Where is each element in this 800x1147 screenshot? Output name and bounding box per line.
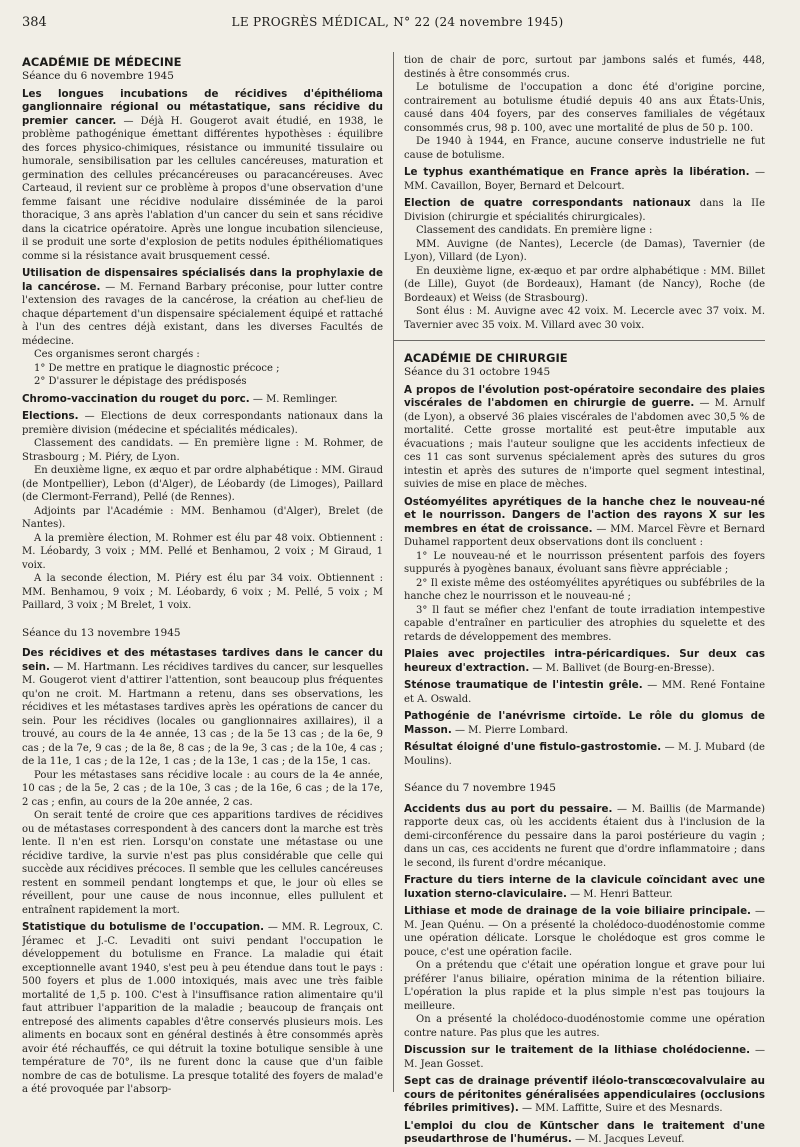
article-title: Pathogénie de l'anévrisme cirtoïde. Le rôle du glomus de Masson. [404,710,765,736]
article-title: Accidents dus au port du pessaire. [404,802,613,815]
paragraph: Sont élus : M. Auvigne avec 42 voix. M. Lecercle avec 37 voix. M. Tavernier avec 35 voix. M. Villard avec 30 voix. [404,306,765,331]
article [404,874,765,901]
paragraph: En deuxième ligne, ex-æquo et par ordre alphabétique : MM. Billet (de Lille), Guyot (de Bordeaux), Hamant (de Nancy), Roche (de Bordeaux) et Weiss (de Strasbourg). [404,265,765,304]
paragraph: On serait tenté de croire que ces apparitions tardives de récidives ou de métastases correspondent à des cancers dont la marche est très lente. Il n'en est rien. Lorsqu'on constate une métastase ou une récidive tardive, la survie n'est pas plus considérable que celle qui succède aux récidives précoces. Il semble que les cellules cancéreuses restent en sommeil pendant longtemps et que, le jour où elles se réveillent, pour une cause de nous inconnue, elles pullulent et entraînent rapidement la mort. [22,810,383,916]
right-column [393,54,765,1147]
paragraph: Classement des candidats. — En première ligne : M. Rohmer, de Strasbourg ; M. Piéry, de Lyon. [22,438,383,463]
article [22,647,383,769]
article-title: Discussion sur le traitement de la lithiase cholédocienne. [404,1044,751,1056]
article-text: — M. Jean Gosset. [404,1045,765,1070]
article [404,166,765,193]
left-column [22,54,393,1147]
article-title: Elections. [22,410,79,422]
article-text: — M. Jacques Leveuf. [574,1134,685,1145]
article-title: Ostéomyélites apyrétiques de la hanche chez le nouveau-né et le nourrisson. Dangers de l'action des rayons X sur les membres en état de croissance. [404,495,765,535]
article-title: Des récidives et des métastases tardives dans le cancer du sein. [22,647,383,673]
article-title: Les longues incubations de récidives d'épithélioma ganglionnaire régional ou métastatique, sans récidive du premier cancer. [22,87,383,127]
article-text: — MM. Marcel Fèvre et Bernard Duhamel rapportent deux observations dont ils concluent : [404,523,765,548]
article-title: Chromo-vaccination du rouget du porc. [22,392,250,405]
article-text: — M. Hartmann. Les récidives tardives du cancer, sur lesquelles M. Gougerot vient d'attirer l'attention, sont beaucoup plus fréquentes qu'on ne croit. M. Hartmann a retenu, dans ses observations, les récidives et les métastases tardives après les opérations de cancer du sein. Pour les récidives (locales ou ganglionnaires axillaires), il a trouvé, au cours de la 4e année, 13 cas ; de la 5e 13 cas ; de la 6e, 9 cas ; de la 7e, 9 cas ; de la 8e, 8 cas ; de la 9e, 3 cas ; de la 10e, 4 cas ; de la 11e, 1 cas ; de la 12e, 1 cas ; de la 13e, 1 cas ; de la 15e, 1 cas. [22,661,383,767]
article-text: — M. Pierre Lombard. [454,724,569,736]
section-divider [393,340,765,341]
article-text: — MM. Laffitte, Suire et des Mesnards. [522,1103,723,1114]
paragraph: Ces organismes seront chargés : [34,349,200,360]
seance-heading: Séance du 6 novembre 1945 [22,70,174,82]
article-title: L'emploi du clou de Küntscher dans le traitement d'une pseudarthrose de l'humérus. [404,1119,765,1145]
article-title: A propos de l'évolution post-opératoire secondaire des plaies viscérales de l'abdomen en chirurgie de guerre. [404,383,765,409]
seance-heading: Séance du 7 novembre 1945 [404,782,556,794]
paragraph: On a présenté la cholédoco-duodénostomie comme une opération contre nature. Pas plus que les autres. [404,1014,765,1039]
section-title-academie-chirurgie: ACADÉMIE DE CHIRURGIE [404,351,568,365]
article-title: Statistique du botulisme de l'occupation. [22,921,264,933]
article-text: — Déjà H. Gougerot avait étudié, en 1938, le problème pathogénique émettant différentes hypothèses : équilibre des forces physico-chimiques, résistance ou immunité tissulaire ou humorale, sensibilisation par les cellules cancéreuses, maturation et germination des cellules précancéreuses ou paracancéreuses. Avec Carteaud, il revient sur ce problème à propos d'une observation d'une femme faisant une récidive nodulaire disséminée de la paroi thoracique, 3 ans après l'ablation d'un cancer du sein et sans récidive dans la cicatrice opératoire. Après une longue incubation silencieuse, il se produit une sorte d'explosion de petits nodules épithéliomatiques comme si la résistance avait brusquement cessé. [22,115,383,262]
article-title: Sténose traumatique de l'intestin grêle. [404,679,643,691]
list-item: 2° Il existe même des ostéomyélites apyrétiques ou subfébriles de la hanche chez le nourrisson et le nouveau-né ; [404,577,765,602]
article [404,710,765,737]
article-title: Résultat éloigné d'une fistulo-gastrostomie. [404,741,662,753]
article-title: Fracture du tiers interne de la clavicule coïncidant avec une luxation sterno-claviculaire. [404,874,765,900]
article [22,393,383,407]
two-column-body [22,54,773,1147]
article [404,1044,765,1071]
article-text: — MM. Cavaillon, Boyer, Bernard et Delcourt. [404,167,765,192]
article-text: — MM. René Fontaine et A. Oswald. [404,680,765,705]
article [22,921,383,1097]
paragraph: De 1940 à 1944, en France, aucune conserve industrielle ne fut cause de botulisme. [404,136,765,161]
article-title: Utilisation de dispensaires spécialisés dans la prophylaxie de la cancérose. [22,267,383,293]
column-divider [393,52,394,1092]
section-title-academie-medecine: ACADÉMIE DE MÉDECINE [22,55,182,69]
article-text: — M. Jean Quénu. — On a présenté la cholédoco-duodénostomie comme une opération délicate. Lorsque le cholédoque est gros comme le pouce, c'est une opération facile. [404,906,765,958]
list-item: 1° Le nouveau-né et le nourrisson présentent parfois des foyers suppurés à pyogènes banaux, évoluant sans fièvre appréciable ; [404,550,765,575]
article [404,803,765,871]
article-text: — M. Fernand Barbary préconise, pour lutter contre l'extension des ravages de la cancérose, la création au chef-lieu de chaque département d'un dispensaire spécialement équipé et rattaché à l'un des centres déjà existant, dans les diverses Facultés de médecine. [22,281,383,347]
paragraph: Le botulisme de l'occupation a donc été d'origine porcine, contrairement au botulisme étudié depuis 40 ans aux États-Unis, causé dans 404 foyers, par des conserves familiales de végétaux consommés crus, 98 p. 100, avec une mortalité de plus de 50 p. 100. [404,82,765,134]
list-item: 1° De mettre en pratique le diagnostic précoce ; [34,362,280,374]
article [404,741,765,768]
article-text: dans la IIe Division (chirurgie et spécialités chirurgicales). [404,198,765,223]
article [404,384,765,492]
paragraph: A la première élection, M. Rohmer est élu par 48 voix. Obtiennent : M. Léobardy, 3 voix ; MM. Pellé et Benhamou, 2 voix ; M Giraud, 1 voix. [22,532,383,571]
paragraph: Adjoints par l'Académie : MM. Benhamou (d'Alger), Brelet (de Nantes). [22,505,383,530]
article-title: Lithiase et mode de drainage de la voie biliaire principale. [404,905,751,917]
article-text: — Elections de deux correspondants nationaux dans la première division (médecine et spécialités médicales). [22,411,383,436]
list-item: 2° D'assurer le dépistage des prédisposés [34,376,247,387]
article-text: — M. Ballivet (de Bourg-en-Bresse). [532,662,715,674]
article [404,1120,765,1147]
article-title: Election de quatre correspondants nationaux [404,197,691,209]
article-title: Le typhus exanthématique en France après la libération. [404,166,750,178]
article [22,88,383,264]
paragraph: MM. Auvigne (de Nantes), Lecercle (de Damas), Tavernier (de Lyon), Villard (de Lyon). [404,238,765,263]
article [404,197,765,224]
seance-heading: Séance du 31 octobre 1945 [404,366,551,378]
article [404,905,765,959]
article-text: — M. Baillis (de Marmande) rapporte deux cas, où les accidents étaient dus à l'inclusion de la demi-circonférence du pessaire dans la paroi postérieure du vagin ; dans un cas, ces accidents ne furent que d'ordre inflammatoire ; dans le second, ils furent d'ordre mécanique. [404,803,765,869]
article-text: — MM. R. Legroux, C. Jéramec et J.-C. Levaditi ont suivi pendant l'occupation le développement du botulisme en France. La maladie qui était exceptionnelle avant 1940, s'est peu à peu étendue dans tout le pays : 500 foyers et plus de 1.000 intoxiqués, mais avec une très faible mortalité de 1,5 p. 100. C'est à l'insuffisance ration alimentaire qu'il faut attribuer l'apparition de la maladie ; beaucoup de français ont entreposé des aliments capables d'être conservés plusieurs mois. Les aliments en bocaux sont en général destinés à être consommés après avoir été réchauffés, ce qui détruit la toxine botulique sensible à une température de 70°, ils ne furent donc la cause que d'un faible nombre de cas de botulisme. La presque totalité des foyers de malad'e a été provoquée par l'absorp- [22,922,383,1095]
list-item: 3° Il faut se méfier chez l'enfant de toute irradiation intempestive capable d'entraîner en particulier des atrophies du squelette et des retards de développement des membres. [404,604,765,643]
article [22,267,383,348]
article [404,679,765,706]
article [404,648,765,675]
paragraph: A la seconde élection, M. Piéry est élu par 34 voix. Obtiennent : MM. Benhamou, 9 voix ; M. Léobardy, 6 voix ; M. Pellé, 5 voix ; M Paillard, 3 voix ; M Brelet, 1 voix. [22,573,383,611]
paragraph: tion de chair de porc, surtout par jambons salés et fumés, 448, destinés à être consommés crus. [404,55,765,80]
article-title: Sept cas de drainage préventif iléolo-transcœcovalvulaire au cours de péritonites généralisées appendiculaires (occlusions fébriles primitives). [404,1075,765,1114]
article [404,1075,765,1116]
paragraph: On a prétendu que c'était une opération longue et grave pour lui préférer l'anus biliaire, opération minima de la rétention biliaire. L'opération la plus rapide et la plus simple n'est pas toujours la meilleure. [404,960,765,1012]
running-header [22,10,773,34]
seance-heading: Séance du 13 novembre 1945 [22,626,181,639]
article-title: Plaies avec projectiles intra-péricardiques. Sur deux cas heureux d'extraction. [404,648,765,674]
article-text: — M. Henri Batteur. [570,888,673,900]
article-text: — M. J. Mubard (de Moulins). [404,742,765,767]
article-text: — M. Remlinger. [252,393,338,405]
article-text: — M. Arnulf (de Lyon), a observé 36 plaies viscérales de l'abdomen avec 30,5 % de mortalité. Cette grosse mortalité est peut-être imputable aux évacuations ; mais l'auteur souligne que les accidents infectieux de ces 11 cas sont survenus spécialement après des sutures du gros intestin et après des sutures de n'importe quel segment intestinal, suivies de mise en place de mèches. [404,398,765,490]
running-title: LE PROGRÈS MÉDICAL, N° 22 (24 novembre 1945) [231,15,564,29]
article [22,410,383,437]
page-number: 384 [22,14,47,30]
article [404,496,765,550]
paragraph: En deuxième ligne, ex æquo et par ordre alphabétique : MM. Giraud (de Montpellier), Lebon (d'Alger), de Léobardy (de Limoges), Paillard (de Clermont-Ferrand), Pellé (de Rennes). [22,465,383,503]
paragraph: Pour les métastases sans récidive locale : au cours de la 4e année, 10 cas ; de la 5e, 2 cas ; de la 10e, 3 cas ; de la 16e, 6 cas ; de la 17e, 2 cas ; enfin, au cours de la 20e année, 2 cas. [22,769,383,808]
paragraph: Classement des candidats. En première ligne : [416,225,653,236]
